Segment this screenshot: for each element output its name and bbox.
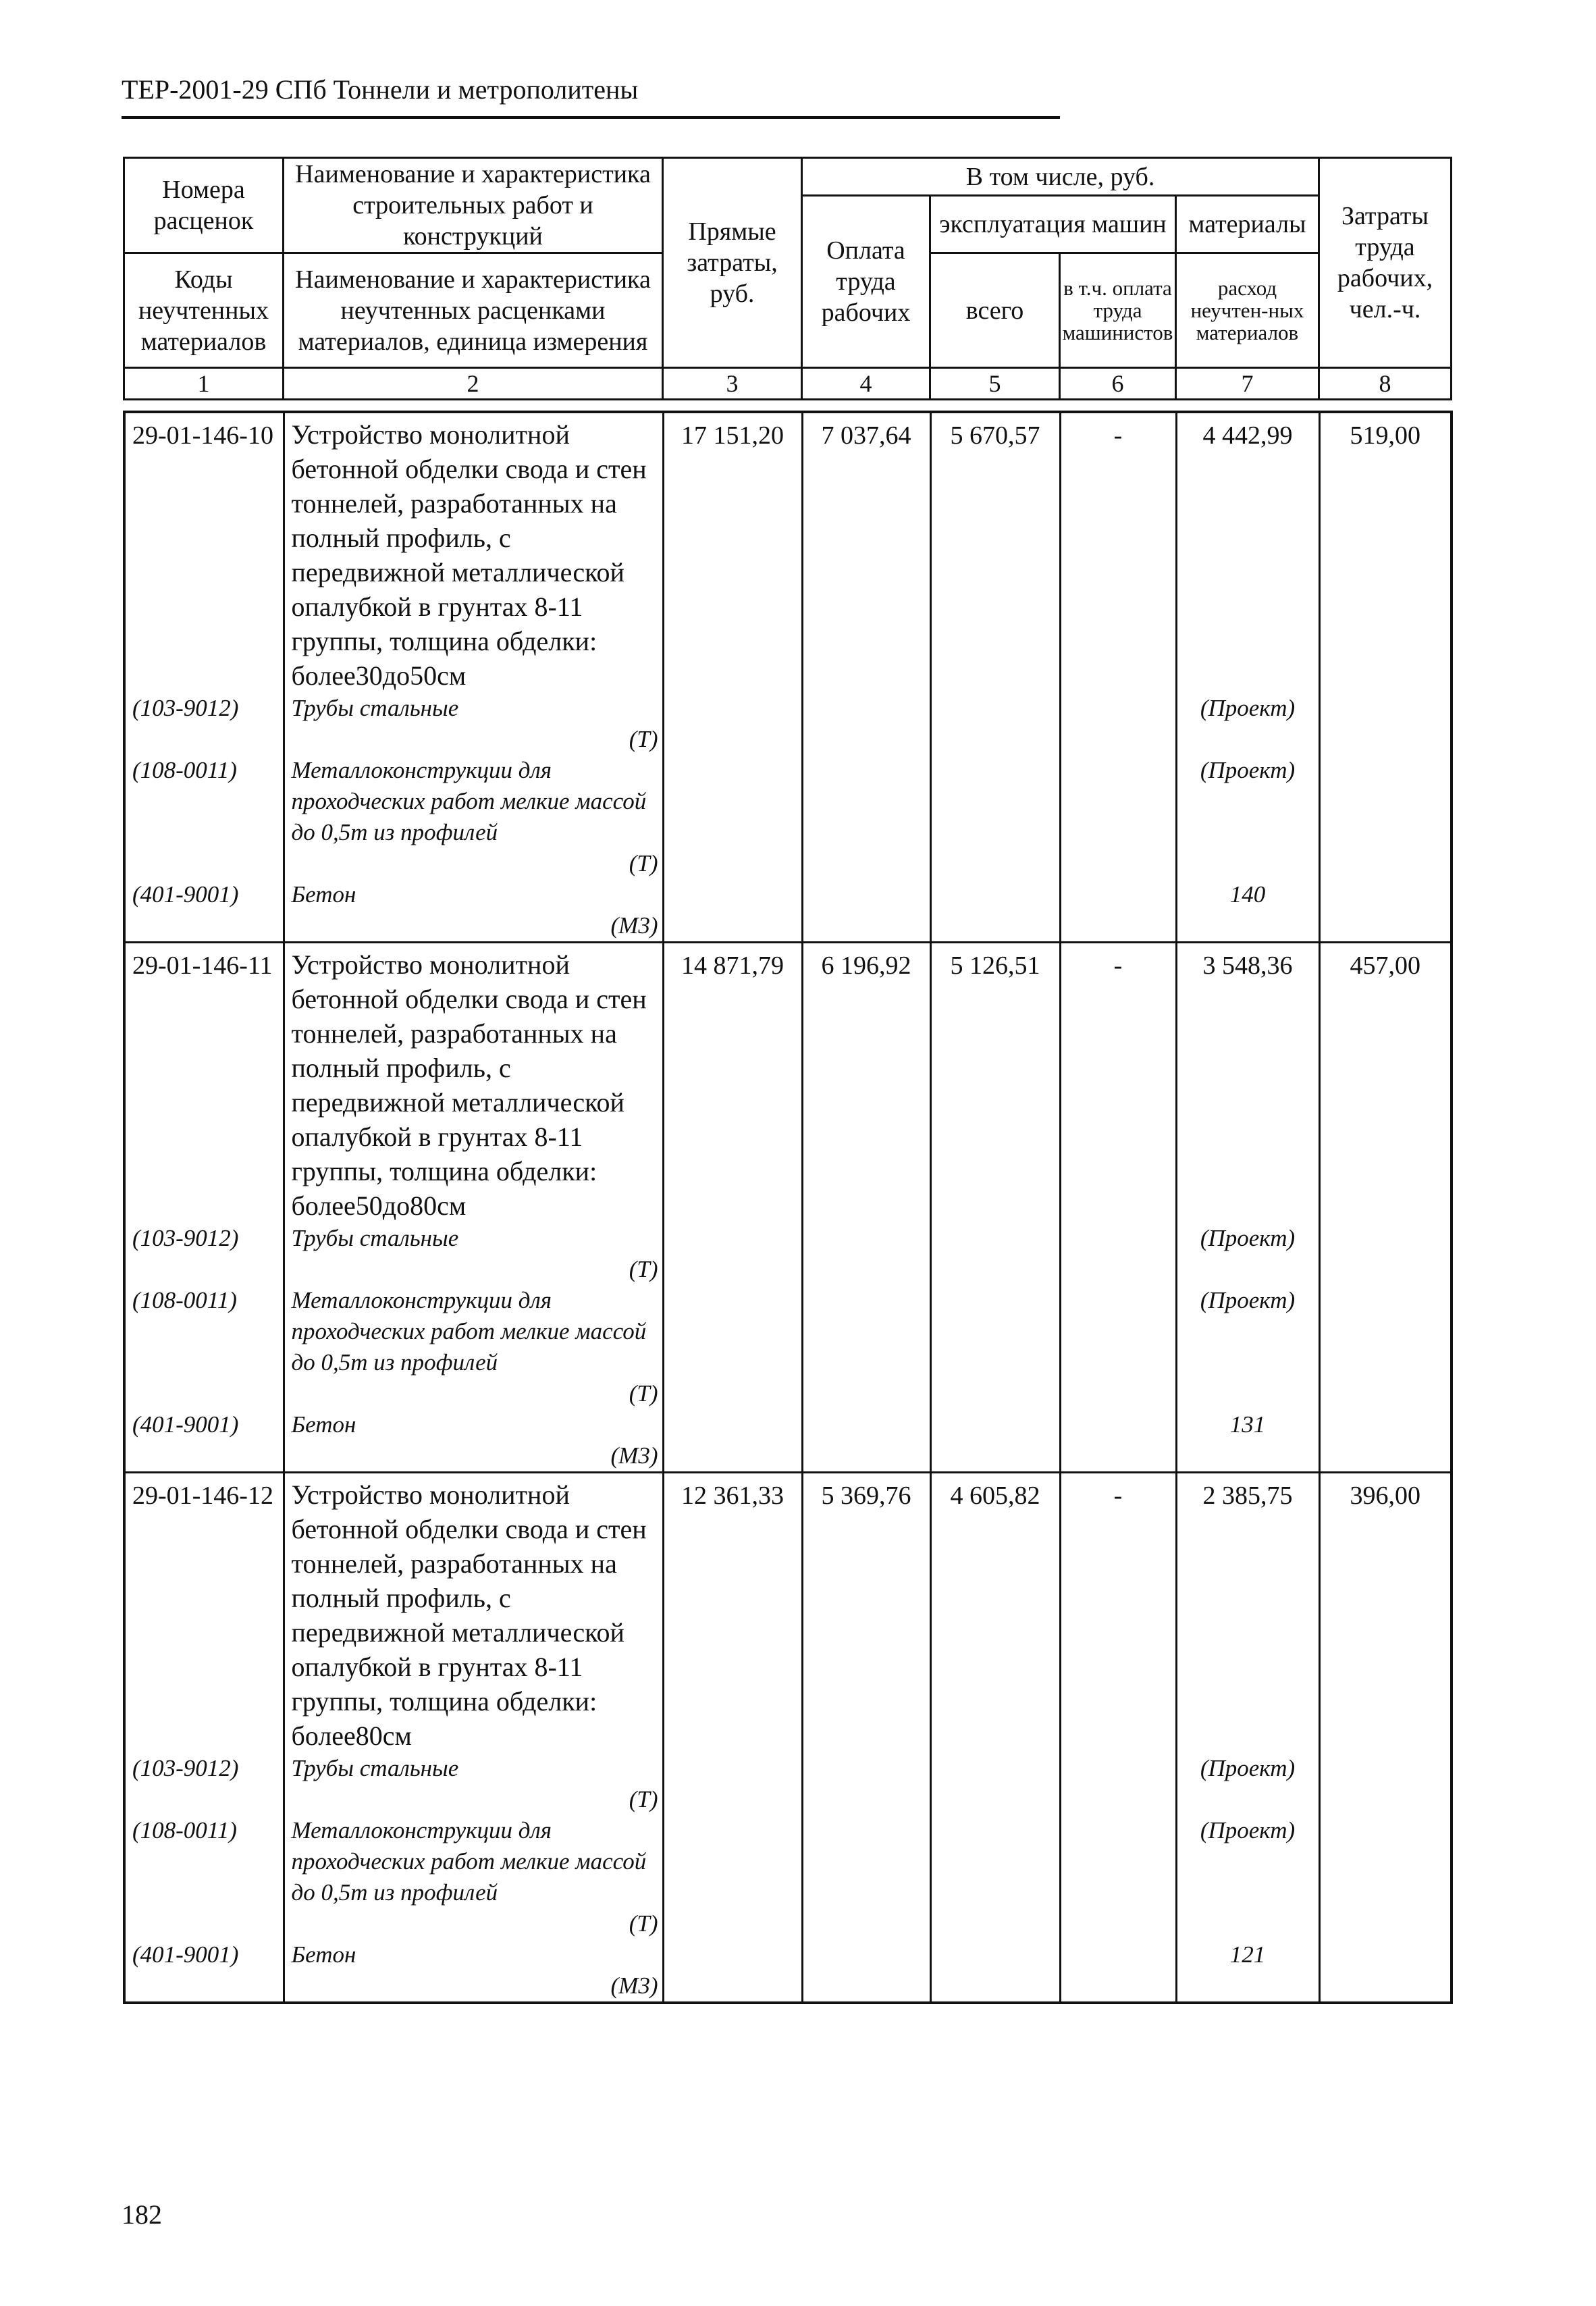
labor-hours: 457,00	[1319, 943, 1452, 1224]
empty-cell	[1319, 693, 1452, 755]
direct-costs: 17 151,20	[663, 412, 802, 693]
material-code: (401-9001)	[124, 879, 284, 943]
header-including-group: В том числе, руб.	[802, 158, 1319, 196]
operators-pay: -	[1060, 1473, 1176, 1754]
page-number: 182	[122, 2199, 162, 2230]
direct-costs: 14 871,79	[663, 943, 802, 1224]
material-code: (103-9012)	[124, 1223, 284, 1285]
material-consumption: (Проект)	[1176, 1753, 1319, 1815]
header-number-7: 7	[1176, 368, 1319, 400]
table-row	[124, 943, 1452, 1224]
material-name-cell	[284, 1815, 663, 1939]
table-row	[124, 412, 1452, 693]
header-work-name: Наименование и характеристика строительных работ и конструкций	[284, 158, 663, 253]
material-consumption: (Проект)	[1176, 755, 1319, 879]
empty-cell	[663, 1939, 802, 2003]
empty-cell	[802, 1223, 930, 1285]
header-machines: эксплуатация машин	[930, 196, 1176, 253]
empty-cell	[1319, 1409, 1452, 1473]
direct-costs: 12 361,33	[663, 1473, 802, 1754]
material-code: (108-0011)	[124, 755, 284, 879]
operators-pay: -	[1060, 943, 1176, 1224]
empty-cell	[930, 693, 1060, 755]
machines-total: 5 126,51	[930, 943, 1060, 1224]
header-number-3: 3	[663, 368, 802, 400]
header-number-4: 4	[802, 368, 930, 400]
materials-cost: 4 442,99	[1176, 412, 1319, 693]
work-description: Устройство монолитной бетонной обделки свода и стен тоннелей, разработанных на полный профиль, с передвижной металлической опалубкой в грунтах 8-11 группы, толщина обделки: более50до80см	[284, 943, 663, 1224]
material-name-cell	[284, 1753, 663, 1815]
empty-cell	[663, 1815, 802, 1939]
material-name: Бетон	[291, 881, 356, 908]
rate-code: 29-01-146-11	[124, 943, 284, 1224]
material-name: Металлоконструкции для проходческих работ мелкие массой до 0,5т из профилей	[291, 1287, 647, 1375]
empty-cell	[1060, 693, 1176, 755]
work-description: Устройство монолитной бетонной обделки свода и стен тоннелей, разработанных на полный профиль, с передвижной металлической опалубкой в грунтах 8-11 группы, толщина обделки: более80см	[284, 1473, 663, 1754]
header-unaccounted-materials: расход неучтен-ных материалов	[1176, 253, 1319, 368]
table-header	[123, 157, 1452, 400]
materials-cost: 2 385,75	[1176, 1473, 1319, 1754]
empty-cell	[1060, 879, 1176, 943]
material-row	[124, 1753, 1452, 1815]
header-rule	[122, 116, 1060, 119]
empty-cell	[1319, 1753, 1452, 1815]
header-direct-costs: Прямые затраты, руб.	[663, 158, 802, 368]
page-header: ТЕР-2001-29 СПб Тоннели и метрополитены	[122, 74, 639, 105]
empty-cell	[1060, 1285, 1176, 1409]
empty-cell	[930, 1223, 1060, 1285]
header-labor-hours: Затраты труда рабочих, чел.-ч.	[1319, 158, 1452, 368]
labor-pay: 5 369,76	[802, 1473, 930, 1754]
empty-cell	[930, 1815, 1060, 1939]
material-row	[124, 1815, 1452, 1939]
material-name: Бетон	[291, 1411, 356, 1438]
material-unit: (Т)	[629, 1380, 658, 1407]
material-code: (401-9001)	[124, 1409, 284, 1473]
table-row	[124, 1473, 1452, 1754]
empty-cell	[663, 879, 802, 943]
material-code: (103-9012)	[124, 1753, 284, 1815]
material-consumption: 131	[1176, 1409, 1319, 1473]
header-rate-numbers: Номера расценок	[124, 158, 284, 253]
empty-cell	[930, 1939, 1060, 2003]
material-name-cell	[284, 1285, 663, 1409]
material-code: (401-9001)	[124, 1939, 284, 2003]
material-unit: (М3)	[610, 1972, 658, 1999]
header-machines-total: всего	[930, 253, 1060, 368]
labor-hours: 396,00	[1319, 1473, 1452, 1754]
material-row	[124, 879, 1452, 943]
empty-cell	[802, 755, 930, 879]
material-unit: (Т)	[629, 726, 658, 752]
material-row	[124, 693, 1452, 755]
material-consumption: (Проект)	[1176, 1815, 1319, 1939]
empty-cell	[802, 1285, 930, 1409]
material-name: Трубы стальные	[291, 695, 459, 721]
empty-cell	[1060, 755, 1176, 879]
material-consumption: (Проект)	[1176, 693, 1319, 755]
empty-cell	[930, 879, 1060, 943]
empty-cell	[802, 1753, 930, 1815]
material-row	[124, 1939, 1452, 2003]
material-unit: (Т)	[629, 1786, 658, 1812]
empty-cell	[1319, 755, 1452, 879]
operators-pay: -	[1060, 412, 1176, 693]
header-material-codes: Коды неучтенных материалов	[124, 253, 284, 368]
header-labor-pay: Оплата труда рабочих	[802, 196, 930, 368]
empty-cell	[802, 1939, 930, 2003]
header-number-8: 8	[1319, 368, 1452, 400]
material-row	[124, 1285, 1452, 1409]
empty-cell	[663, 1285, 802, 1409]
material-unit: (Т)	[629, 1910, 658, 1937]
material-consumption: (Проект)	[1176, 1223, 1319, 1285]
header-materials: материалы	[1176, 196, 1319, 253]
empty-cell	[1319, 1939, 1452, 2003]
header-number-6: 6	[1060, 368, 1176, 400]
empty-cell	[1060, 1939, 1176, 2003]
material-name: Металлоконструкции для проходческих работ мелкие массой до 0,5т из профилей	[291, 757, 647, 845]
empty-cell	[802, 1409, 930, 1473]
material-name-cell	[284, 879, 663, 943]
material-code: (103-9012)	[124, 693, 284, 755]
empty-cell	[1060, 1223, 1176, 1285]
empty-cell	[663, 755, 802, 879]
empty-cell	[1060, 1753, 1176, 1815]
empty-cell	[1319, 1285, 1452, 1409]
material-unit: (М3)	[610, 912, 658, 939]
material-name-cell	[284, 1223, 663, 1285]
material-row	[124, 1223, 1452, 1285]
labor-pay: 6 196,92	[802, 943, 930, 1224]
empty-cell	[802, 693, 930, 755]
empty-cell	[663, 1223, 802, 1285]
empty-cell	[1060, 1815, 1176, 1939]
labor-hours: 519,00	[1319, 412, 1452, 693]
material-unit: (Т)	[629, 1256, 658, 1282]
empty-cell	[1319, 1223, 1452, 1285]
empty-cell	[802, 1815, 930, 1939]
material-name: Металлоконструкции для проходческих работ мелкие массой до 0,5т из профилей	[291, 1817, 647, 1906]
material-unit: (Т)	[629, 850, 658, 876]
empty-cell	[663, 693, 802, 755]
material-name-cell	[284, 1939, 663, 2003]
empty-cell	[1060, 1409, 1176, 1473]
empty-cell	[1319, 879, 1452, 943]
material-consumption: 140	[1176, 879, 1319, 943]
material-consumption: (Проект)	[1176, 1285, 1319, 1409]
material-name: Трубы стальные	[291, 1225, 459, 1251]
empty-cell	[930, 1409, 1060, 1473]
material-code: (108-0011)	[124, 1285, 284, 1409]
material-name: Бетон	[291, 1941, 356, 1968]
work-description: Устройство монолитной бетонной обделки свода и стен тоннелей, разработанных на полный профиль, с передвижной металлической опалубкой в грунтах 8-11 группы, толщина обделки: более30до50см	[284, 412, 663, 693]
empty-cell	[930, 1285, 1060, 1409]
material-unit: (М3)	[610, 1442, 658, 1469]
material-name-cell	[284, 693, 663, 755]
material-name-cell	[284, 755, 663, 879]
material-row	[124, 755, 1452, 879]
empty-cell	[930, 1753, 1060, 1815]
empty-cell	[663, 1409, 802, 1473]
empty-cell	[1319, 1815, 1452, 1939]
machines-total: 4 605,82	[930, 1473, 1060, 1754]
rate-code: 29-01-146-10	[124, 412, 284, 693]
empty-cell	[663, 1753, 802, 1815]
rate-code: 29-01-146-12	[124, 1473, 284, 1754]
empty-cell	[802, 879, 930, 943]
machines-total: 5 670,57	[930, 412, 1060, 693]
header-material-names: Наименование и характеристика неучтенных расценками материалов, единица измерения	[284, 253, 663, 368]
rates-table	[123, 411, 1453, 2004]
labor-pay: 7 037,64	[802, 412, 930, 693]
material-consumption: 121	[1176, 1939, 1319, 2003]
material-name: Трубы стальные	[291, 1755, 459, 1781]
materials-cost: 3 548,36	[1176, 943, 1319, 1224]
material-row	[124, 1409, 1452, 1473]
material-code: (108-0011)	[124, 1815, 284, 1939]
header-number-5: 5	[930, 368, 1060, 400]
header-number-1: 1	[124, 368, 284, 400]
empty-cell	[930, 755, 1060, 879]
header-number-2: 2	[284, 368, 663, 400]
header-operators-pay: в т.ч. оплата труда машинистов	[1060, 253, 1176, 368]
material-name-cell	[284, 1409, 663, 1473]
